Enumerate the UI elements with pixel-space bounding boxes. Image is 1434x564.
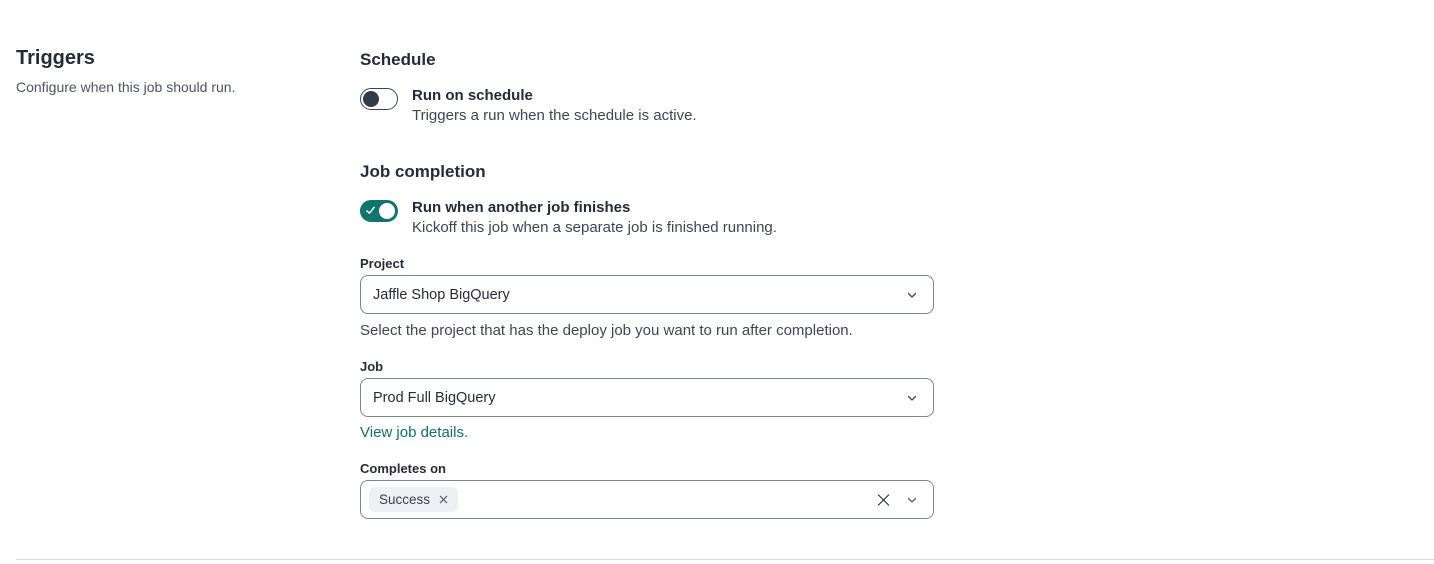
project-helper-text: Select the project that has the deploy job you want to run after completion.: [360, 322, 853, 339]
job-select[interactable]: [360, 378, 934, 417]
page-title: Triggers: [16, 47, 95, 69]
job-select-value: Prod Full BigQuery: [373, 389, 496, 406]
job-field-label: Job: [360, 359, 384, 374]
schedule-section-heading: Schedule: [360, 50, 436, 69]
toggle-knob: [379, 203, 395, 219]
job-completion-section-heading: Job completion: [360, 162, 486, 181]
toggle-knob: [363, 91, 379, 107]
run-when-job-finishes-text: [412, 198, 777, 238]
project-select-value: Jaffle Shop BigQuery: [373, 286, 510, 303]
completes-on-field-label: Completes on: [360, 461, 446, 476]
triggers-settings-panel: [360, 50, 934, 519]
view-job-details-link[interactable]: View job details.: [360, 424, 469, 441]
section-divider: [16, 559, 1434, 560]
completes-on-multiselect[interactable]: [360, 480, 934, 519]
run-when-job-finishes-row: [360, 198, 934, 238]
project-field-label: Project: [360, 256, 405, 271]
selected-tag-success: [369, 487, 458, 512]
run-when-job-finishes-label: Run when another job finishes: [412, 199, 631, 216]
page-subtitle: Configure when this job should run.: [16, 79, 236, 95]
chevron-down-icon[interactable]: [906, 494, 918, 506]
triggers-section-header: [16, 46, 336, 96]
run-on-schedule-toggle[interactable]: [360, 88, 398, 110]
run-on-schedule-label: Run on schedule: [412, 87, 533, 104]
clear-selection-icon[interactable]: [876, 492, 891, 507]
check-icon: [366, 206, 375, 215]
tag-remove-icon[interactable]: [439, 495, 448, 504]
run-when-job-finishes-toggle[interactable]: [360, 200, 398, 222]
run-on-schedule-text: [412, 86, 697, 126]
run-on-schedule-description: Triggers a run when the schedule is active.: [412, 107, 697, 124]
run-on-schedule-row: [360, 86, 934, 126]
tag-label: Success: [379, 492, 431, 507]
chevron-down-icon[interactable]: [906, 289, 918, 301]
run-when-job-finishes-description: Kickoff this job when a separate job is finished running.: [412, 219, 777, 236]
chevron-down-icon[interactable]: [906, 392, 918, 404]
project-select[interactable]: [360, 275, 934, 314]
